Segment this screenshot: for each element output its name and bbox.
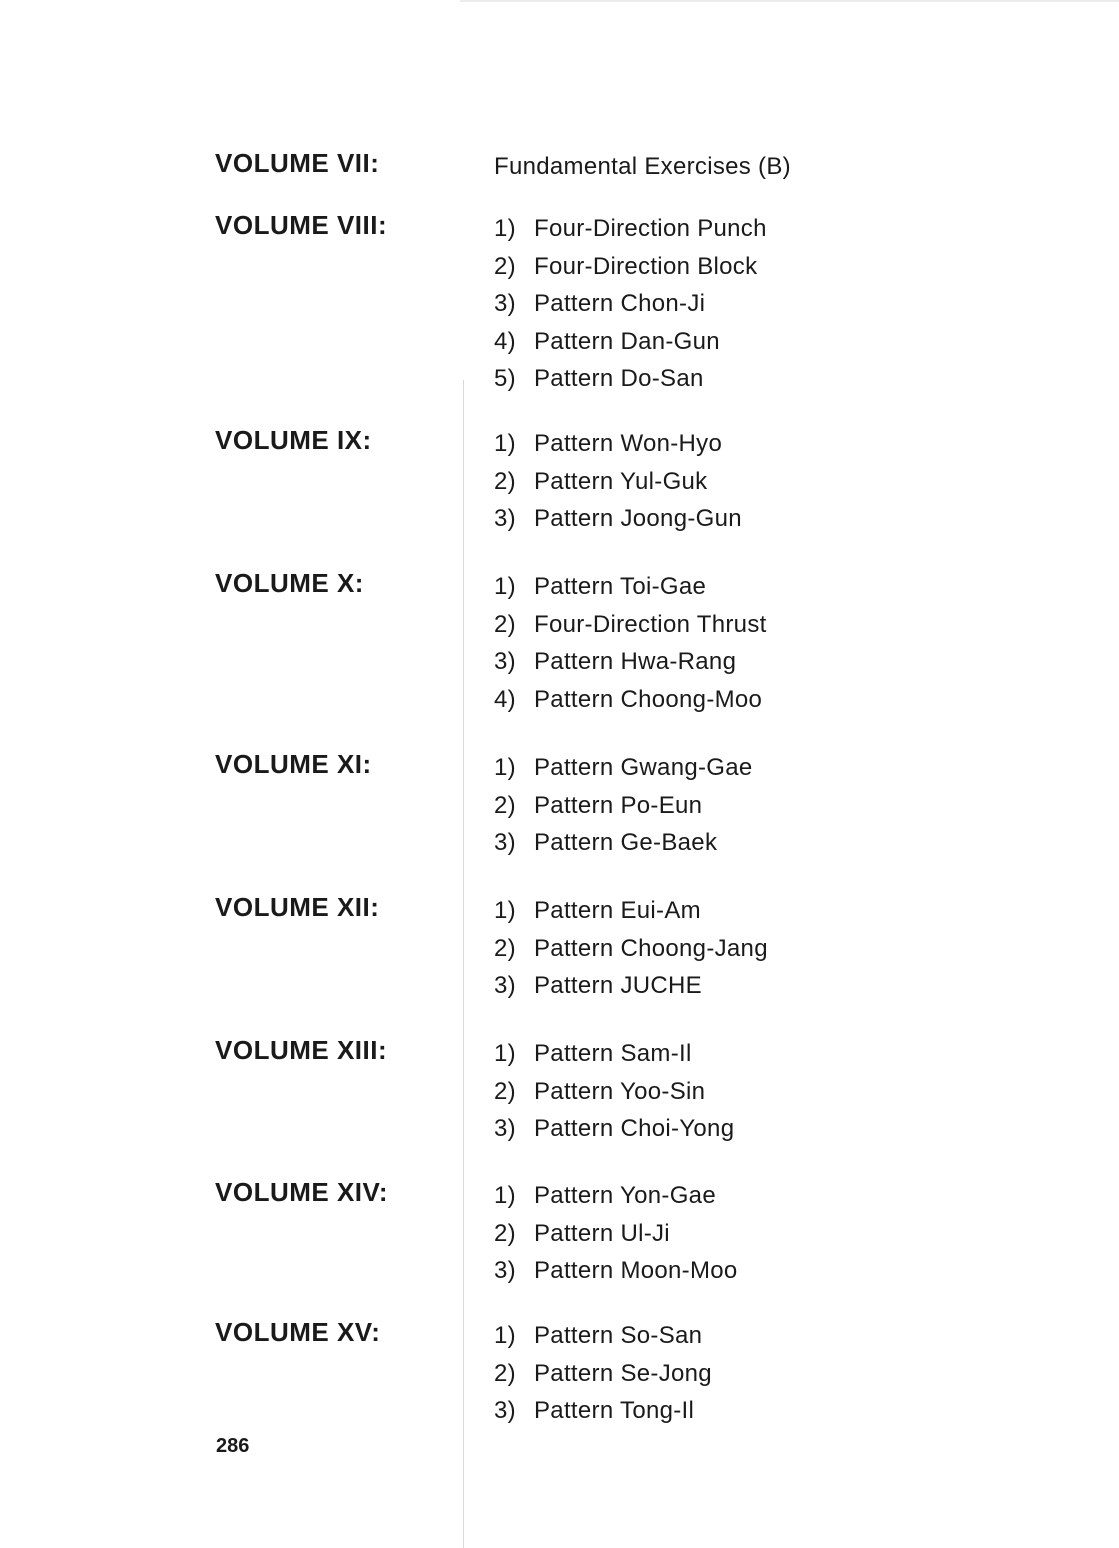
item-text: Fundamental Exercises (B) [494,153,791,180]
item-text: Pattern Choong-Jang [534,934,768,962]
item-text: Pattern Won-Hyo [534,430,723,457]
item-text: Pattern Yon-Gae [534,1182,716,1209]
list-item [494,1252,738,1290]
list-item [494,323,767,361]
item-text: Pattern Choi-Yong [534,1115,735,1142]
volume-contents [494,148,791,186]
item-number: 3) [494,290,516,317]
list-item [494,787,753,825]
list-item [494,1110,734,1148]
volume-label: VOLUME XIII: [215,1035,388,1065]
item-number: 2) [494,1219,516,1247]
item-number: 2) [494,610,516,638]
list-item [494,1215,738,1253]
item-number: 1) [494,215,516,242]
list-item [494,210,767,248]
page-number: 286 [216,1435,250,1457]
volume-contents [494,1177,738,1290]
list-item [494,824,753,862]
item-text: Pattern Toi-Gae [534,573,707,600]
list-item [494,425,742,463]
list-item [494,1355,712,1393]
volume-label: VOLUME IX: [215,425,372,455]
item-text: Pattern Moon-Moo [534,1257,738,1284]
item-number: 1) [494,573,516,600]
list-item [494,463,742,501]
item-number: 2) [494,467,516,495]
volume-contents [494,568,767,718]
item-number: 2) [494,1077,516,1105]
item-number: 4) [494,685,516,713]
item-number: 3) [494,1257,516,1284]
item-number: 3) [494,1115,516,1142]
item-number: 1) [494,1040,516,1067]
volume-contents [494,210,767,398]
list-item [494,606,767,644]
item-number: 3) [494,648,516,675]
volume-label: VOLUME XIV: [215,1177,389,1207]
item-number: 1) [494,430,516,457]
list-item [494,285,767,323]
list-item [494,568,767,606]
volume-label: VOLUME XV: [215,1317,381,1347]
list-item [494,749,753,787]
item-number: 2) [494,791,516,819]
item-text: Pattern Eui-Am [534,897,701,924]
item-text: Pattern So-San [534,1322,703,1349]
item-number: 3) [494,505,516,532]
item-number: 4) [494,327,516,355]
item-text: Pattern Ul-Ji [534,1219,670,1247]
volume-contents [494,892,768,1005]
list-item [494,1317,712,1355]
item-number: 3) [494,1397,516,1424]
item-text: Pattern Hwa-Rang [534,648,737,675]
list-item [494,1177,738,1215]
item-text: Pattern Dan-Gun [534,327,720,355]
item-number: 1) [494,897,516,924]
list-item [494,967,768,1005]
list-item [494,1392,712,1430]
item-number: 3) [494,829,516,856]
page-top-edge [460,0,1119,2]
list-item [494,643,767,681]
volume-contents [494,1317,712,1430]
item-text: Pattern Yul-Guk [534,467,708,495]
volume-contents [494,425,742,538]
item-text: Pattern Chon-Ji [534,290,706,317]
item-number: 2) [494,252,516,280]
list-item [494,1073,734,1111]
item-text: Pattern Choong-Moo [534,685,763,713]
item-number: 5) [494,365,516,392]
volume-contents [494,749,753,862]
volume-label: VOLUME XI: [215,749,372,779]
page-fold-line [463,380,464,1548]
item-number: 2) [494,934,516,962]
item-text: Pattern Tong-Il [534,1397,695,1424]
item-text: Pattern Do-San [534,365,704,392]
list-item [494,148,791,186]
item-text: Four-Direction Thrust [534,610,767,638]
item-text: Pattern Gwang-Gae [534,754,753,781]
list-item [494,892,768,930]
item-text: Pattern Joong-Gun [534,505,742,532]
item-number: 2) [494,1359,516,1387]
item-text: Pattern Sam-Il [534,1040,692,1067]
item-number: 1) [494,1322,516,1349]
list-item [494,360,767,398]
volume-contents [494,1035,734,1148]
list-item [494,1035,734,1073]
list-item [494,681,767,719]
volume-label: VOLUME VIII: [215,210,388,240]
list-item [494,930,768,968]
item-text: Pattern Se-Jong [534,1359,712,1387]
volume-label: VOLUME X: [215,568,364,598]
volume-label: VOLUME XII: [215,892,380,922]
item-text: Pattern JUCHE [534,972,702,999]
list-item [494,248,767,286]
item-text: Pattern Yoo-Sin [534,1077,706,1105]
item-text: Four-Direction Block [534,252,758,280]
item-text: Pattern Po-Eun [534,791,703,819]
item-text: Pattern Ge-Baek [534,829,718,856]
list-item [494,500,742,538]
item-text: Four-Direction Punch [534,215,767,242]
item-number: 1) [494,754,516,781]
volume-label: VOLUME VII: [215,148,380,178]
item-number: 1) [494,1182,516,1209]
item-number: 3) [494,972,516,999]
